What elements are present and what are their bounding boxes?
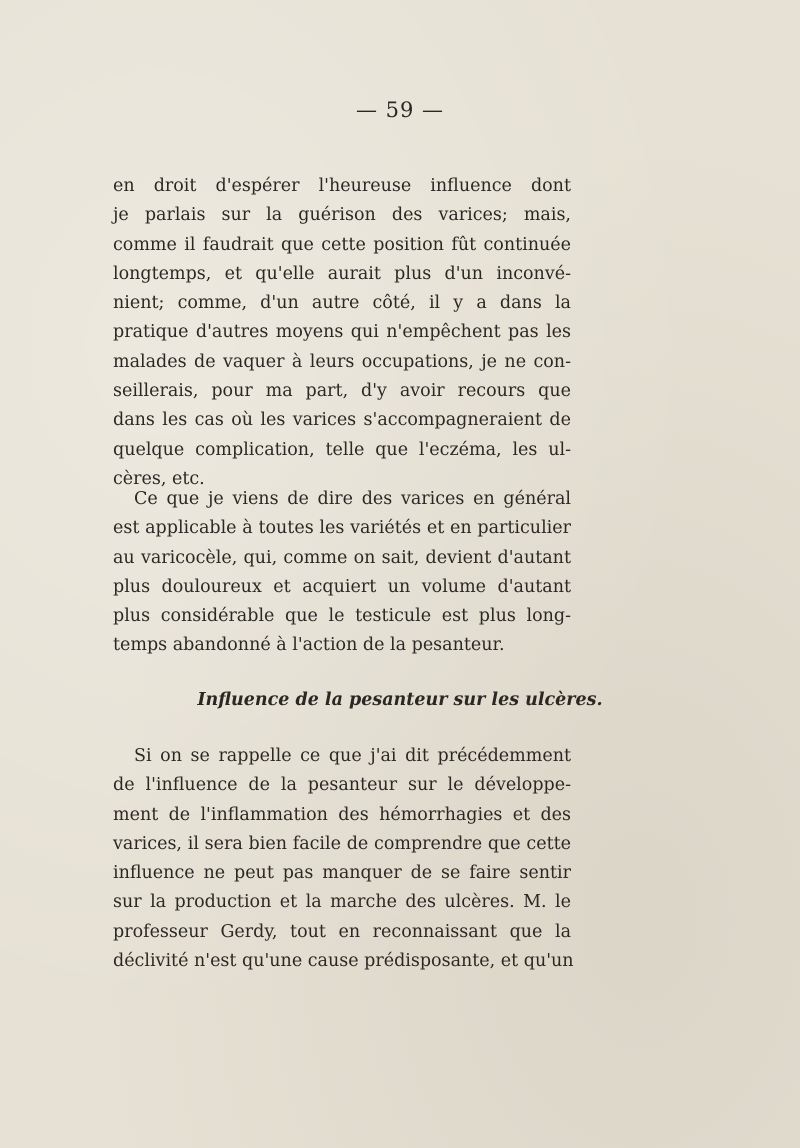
text-line: au varicocèle, qui, comme on sait, devient d'autant bbox=[113, 547, 571, 568]
paragraph-2 bbox=[113, 485, 571, 661]
text-line: influence ne peut pas manquer de se faire sentir bbox=[113, 863, 571, 884]
text-line: temps abandonné à l'action de la pesanteur. bbox=[113, 635, 505, 656]
text-line: dans les cas où les varices s'accompagneraient de bbox=[113, 410, 571, 431]
text-line: est applicable à toutes les variétés et en particulier bbox=[113, 518, 571, 539]
text-line: ment de l'inflammation des hémorrhagies et des bbox=[113, 804, 571, 825]
text-line: cères, etc. bbox=[113, 468, 205, 489]
text-line: Si on se rappelle ce que j'ai dit précédemment bbox=[134, 746, 571, 766]
section-heading: Influence de la pesanteur sur les ulcères. bbox=[197, 690, 603, 710]
text-line: varices, il sera bien facile de comprendre que cette bbox=[113, 833, 571, 854]
text-line: quelque complication, telle que l'eczéma, les ul- bbox=[113, 439, 571, 460]
text-line: malades de vaquer à leurs occupations, je ne con- bbox=[113, 351, 571, 372]
page-number: — 59 — bbox=[355, 98, 445, 122]
text-line: de l'influence de la pesanteur sur le développe- bbox=[113, 775, 571, 796]
text-line: comme il faudrait que cette position fût continuée bbox=[113, 234, 571, 255]
text-line: sur la production et la marche des ulcères. M. le bbox=[113, 892, 571, 913]
text-line: pratique d'autres moyens qui n'empêchent pas les bbox=[113, 322, 571, 343]
text-line: plus considérable que le testicule est plus long- bbox=[113, 606, 571, 627]
text-line: seillerais, pour ma part, d'y avoir recours que bbox=[113, 381, 571, 402]
text-line: je parlais sur la guérison des varices; mais, bbox=[113, 205, 571, 226]
text-line: plus douloureux et acquiert un volume d'autant bbox=[113, 576, 571, 597]
paragraph-1 bbox=[113, 172, 571, 494]
text-line: nient; comme, d'un autre côté, il y a dans la bbox=[113, 293, 571, 314]
text-line: professeur Gerdy, tout en reconnaissant que la bbox=[113, 921, 571, 942]
text-line: longtemps, et qu'elle aurait plus d'un inconvé- bbox=[113, 263, 571, 284]
text-line: Ce que je viens de dire des varices en général bbox=[134, 489, 571, 509]
text-line: déclivité n'est qu'une cause prédisposante, et qu'un bbox=[113, 951, 574, 972]
paragraph-3 bbox=[113, 742, 574, 976]
text-line: en droit d'espérer l'heureuse influence dont bbox=[113, 176, 571, 196]
